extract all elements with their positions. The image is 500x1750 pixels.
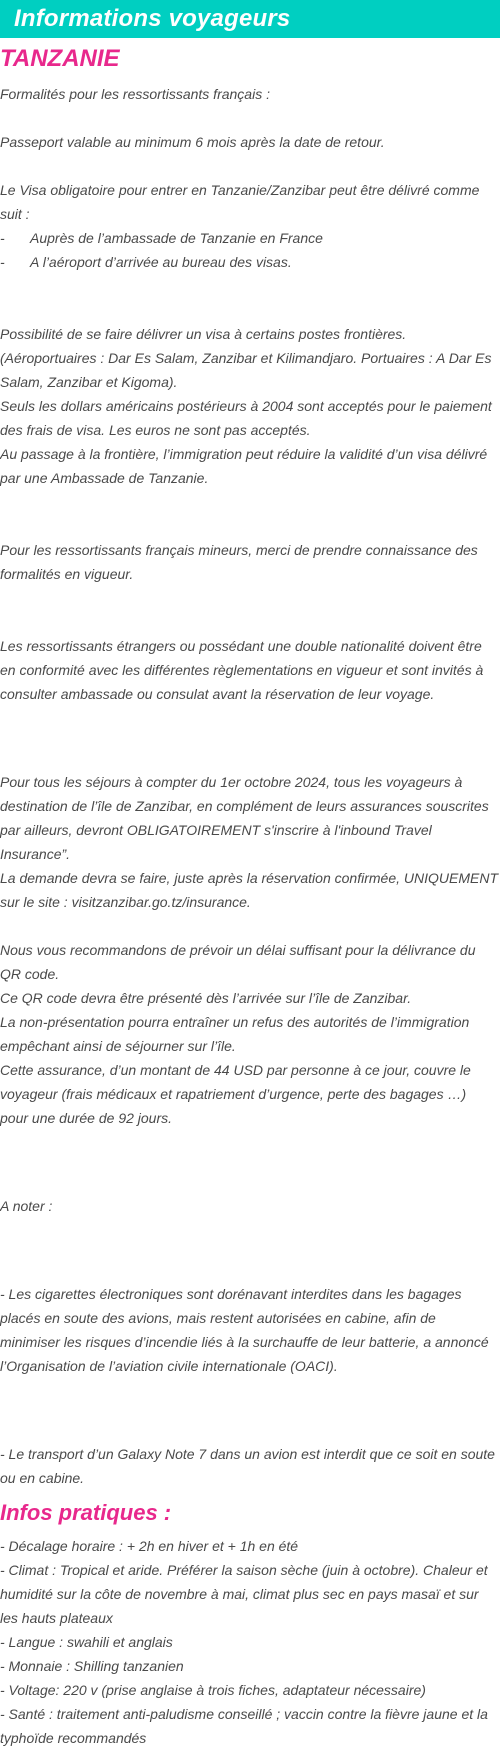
insurance-website: La demande devra se faire, juste après la réservation confirmée, UNIQUEMENT sur le site : visitzanzibar.go.tz/insurance. — [0, 870, 498, 910]
note-label: A noter : — [0, 1198, 53, 1214]
insurance-requirement: Pour tous les séjours à compter du 1er octobre 2024, tous les voyageurs à destination de l’île de Zanzibar, en complément de leurs assurances souscrites par ailleurs, devront OBLIGATOIREMENT s'inscrire à l'inbound Travel Insurance”. — [0, 774, 489, 862]
country-heading: TANZANIE — [0, 45, 120, 72]
visa-validity-line: Au passage à la frontière, l’immigration peut réduire la validité d’un visa délivré par une Ambassade de Tanzanie. — [0, 446, 488, 486]
page-title: Informations voyageurs — [14, 5, 291, 32]
qr-refusal: La non-présentation pourra entraîner un refus des autorités de l’immigration empêchant ainsi de séjourner sur l’île. — [0, 1014, 470, 1054]
visa-intro: Le Visa obligatoire pour entrer en Tanzanie/Zanzibar peut être délivré comme suit : — [0, 182, 480, 222]
note-galaxy: - Le transport d’un Galaxy Note 7 dans un avion est interdit que ce soit en soute ou en cabine. — [0, 1446, 495, 1486]
visa-option-airport: A l’aéroport d’arrivée au bureau des visas. — [30, 254, 292, 270]
visa-option-embassy: Auprès de l’ambassade de Tanzanie en France — [30, 230, 323, 246]
border-posts-line: (Aéroportuaires : Dar Es Salam, Zanzibar et Kilimandjaro. Portuaires : A Dar Es Salam, Zanzibar et Kigoma). — [0, 350, 492, 390]
formalities-section — [0, 74, 500, 1490]
insurance-coverage: Cette assurance, d’un montant de 44 USD par personne à ce jour, couvre le voyageur (frais médicaux et rapatriement d’urgence, perte des bagages …) pour une durée de 92 jours. — [0, 1062, 471, 1126]
qr-delay: Nous vous recommandons de prévoir un délai suffisant pour la délivrance du QR code. — [0, 942, 476, 982]
practical-climate: - Climat : Tropical et aride. Préférer la saison sèche (juin à octobre). Chaleur et humidité sur la côte de novembre à mai, climat plus sec en pays masaï et sur les hauts plateaux — [0, 1562, 488, 1626]
practical-info-title: Infos pratiques : — [0, 1500, 172, 1525]
practical-health: - Santé : traitement anti-paludisme conseillé ; vaccin contre la fièvre jaune et la typhoïde recommandés — [0, 1706, 488, 1746]
visa-fees-line: Seuls les dollars américains postérieurs à 2004 sont acceptés pour le paiement des frais de visa. Les euros ne sont pas acceptés. — [0, 398, 492, 438]
practical-info-section — [0, 1534, 500, 1750]
note-cigarettes: - Les cigarettes électroniques sont dorénavant interdites dans les bagages placés en soute des avions, mais restent autorisées en cabine, afin de minimiser les risques d’incendie liés à la surchauffe de leur batterie, a annoncé l’Organisation de l’aviation civile internationale (OACI). — [0, 1286, 489, 1374]
practical-language: - Langue : swahili et anglais — [0, 1634, 173, 1650]
practical-timezone: - Décalage horaire : + 2h en hiver et + 1h en été — [0, 1538, 299, 1554]
qr-arrival: Ce QR code devra être présenté dès l’arrivée sur l’île de Zanzibar. — [0, 990, 412, 1006]
border-visa-line: Possibilité de se faire délivrer un visa à certains postes frontières. — [0, 326, 407, 342]
list-item: - A l’aéroport d’arrivée au bureau des visas. — [0, 250, 498, 274]
list-item: - Auprès de l’ambassade de Tanzanie en France — [0, 226, 498, 250]
header-band — [0, 0, 500, 38]
foreigners-notice: Les ressortissants étrangers ou possédant une double nationalité doivent être en conformité avec les différentes règlementations en vigueur et sont invités à consulter ambassade ou consulat avant la réservation de leur voyage. — [0, 638, 484, 702]
formalities-intro: Formalités pour les ressortissants français : — [0, 86, 270, 102]
practical-voltage: - Voltage: 220 v (prise anglaise à trois fiches, adaptateur nécessaire) — [0, 1682, 426, 1698]
practical-currency: - Monnaie : Shilling tanzanien — [0, 1658, 184, 1674]
passport-requirement: Passeport valable au minimum 6 mois après la date de retour. — [0, 134, 385, 150]
minors-notice: Pour les ressortissants français mineurs, merci de prendre connaissance des formalités en vigueur. — [0, 542, 478, 582]
